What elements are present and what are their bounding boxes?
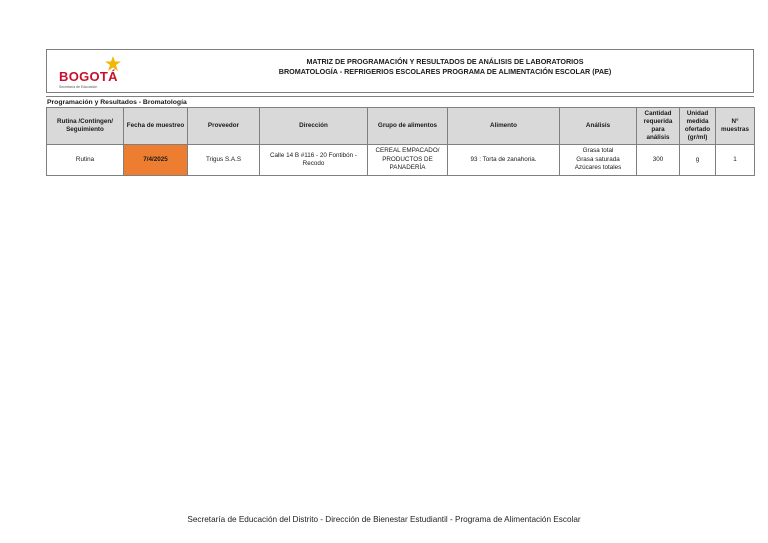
cell-cantidad: 300: [637, 145, 680, 176]
logo-subtext: Secretaría de Educación: [59, 85, 98, 89]
cell-fecha: 7/4/2025: [124, 145, 188, 176]
cell-muestras: 1: [716, 145, 755, 176]
cell-analisis: [560, 145, 637, 176]
table-row: [47, 145, 755, 176]
cell-unidad: g: [680, 145, 716, 176]
col-header-muestras: N° muestras: [716, 108, 755, 145]
analisis-item: Grasa total: [582, 147, 614, 155]
col-header-grupo: Grupo de alimentos: [368, 108, 448, 145]
col-header-tipo: Rutina /Contingen/ Seguimiento: [47, 108, 124, 145]
bogota-logo: [55, 56, 135, 90]
cell-proveedor: Trigus S.A.S: [188, 145, 260, 176]
col-header-alimento: Alimento: [448, 108, 560, 145]
cell-direccion: Calle 14 B #116 - 20 Fontibón - Recodo: [260, 145, 368, 176]
title-line-1: MATRIZ DE PROGRAMACIÓN Y RESULTADOS DE ANÁLISIS DE LABORATORIOS: [306, 57, 584, 66]
col-header-analisis: Análisis: [560, 108, 637, 145]
logo-text: BOGOTÁ: [59, 69, 118, 84]
cell-alimento: 93 : Torta de zanahoria.: [448, 145, 560, 176]
title-line-2: BROMATOLOGÍA - REFRIGERIOS ESCOLARES PROGRAMA DE ALIMENTACIÓN ESCOLAR (PAE): [278, 66, 612, 76]
col-header-fecha: Fecha de muestreo: [124, 108, 188, 145]
document-titles: [147, 57, 743, 76]
document-header: [46, 49, 754, 93]
col-header-direccion: Dirección: [260, 108, 368, 145]
document-sheet: [46, 49, 754, 176]
page-footer: Secretaría de Educación del Distrito - Dirección de Bienestar Estudiantil - Programa de Alimentación Escolar: [187, 515, 581, 524]
results-table: [46, 107, 755, 176]
analisis-item: Azúcares totales: [574, 164, 622, 172]
col-header-proveedor: Proveedor: [188, 108, 260, 145]
cell-tipo: Rutina: [47, 145, 124, 176]
col-header-unidad: Unidad medida ofertado (gr/ml): [680, 108, 716, 145]
table-header-row: [47, 108, 755, 145]
analisis-item: Grasa saturada: [576, 155, 620, 163]
cell-grupo: CEREAL EMPACADO/ PRODUCTOS DE PANADERÍA: [368, 145, 448, 176]
section-title: Programación y Resultados - Bromatología: [46, 96, 754, 107]
col-header-cantidad: Cantidad requerida para análisis: [637, 108, 680, 145]
